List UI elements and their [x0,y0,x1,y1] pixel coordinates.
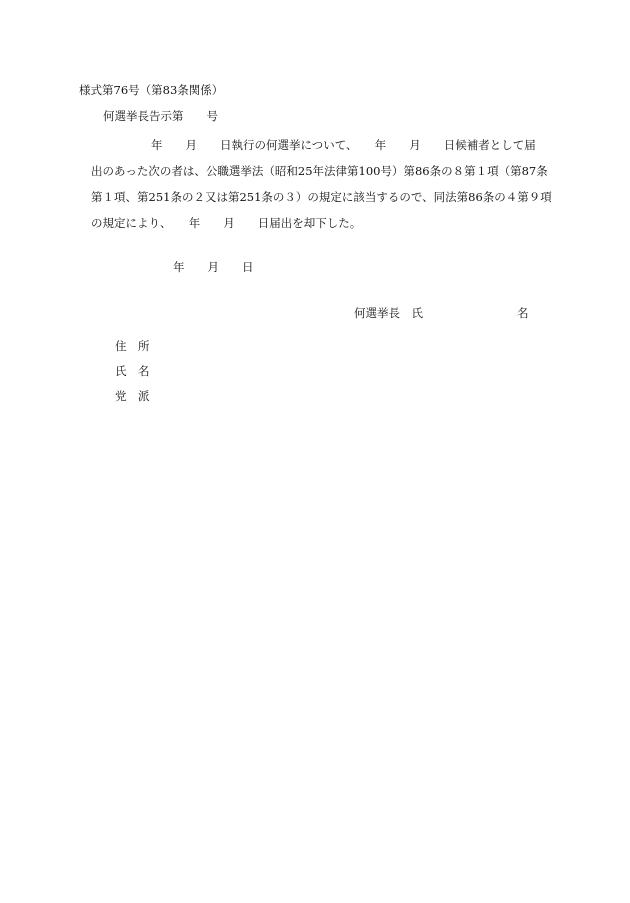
date-line: 年 月 日 [173,260,254,274]
field-name-label: 氏 名 [115,364,150,378]
field-party-label: 党 派 [115,389,150,403]
body-line-3: 第１項、第251条の２又は第251条の３）の規定に該当するので、同法第86条の４第９項 [91,190,552,204]
notice-title: 何選挙長告示第 号 [103,109,218,123]
field-address-label: 住 所 [115,339,150,353]
form-header: 様式第76号（第83条関係） [79,83,224,97]
body-line-1: 年 月 日執行の何選挙について、 年 月 日候補者として届 [151,138,536,152]
signature-title: 何選挙長 氏 [354,306,423,320]
body-line-4: の規定により、 年 月 日届出を却下した。 [91,216,362,230]
body-line-2: 出のあった次の者は、公職選挙法（昭和25年法律第100号）第86条の８第１項（第87条 [91,164,548,178]
signature-name-suffix: 名 [517,306,529,320]
